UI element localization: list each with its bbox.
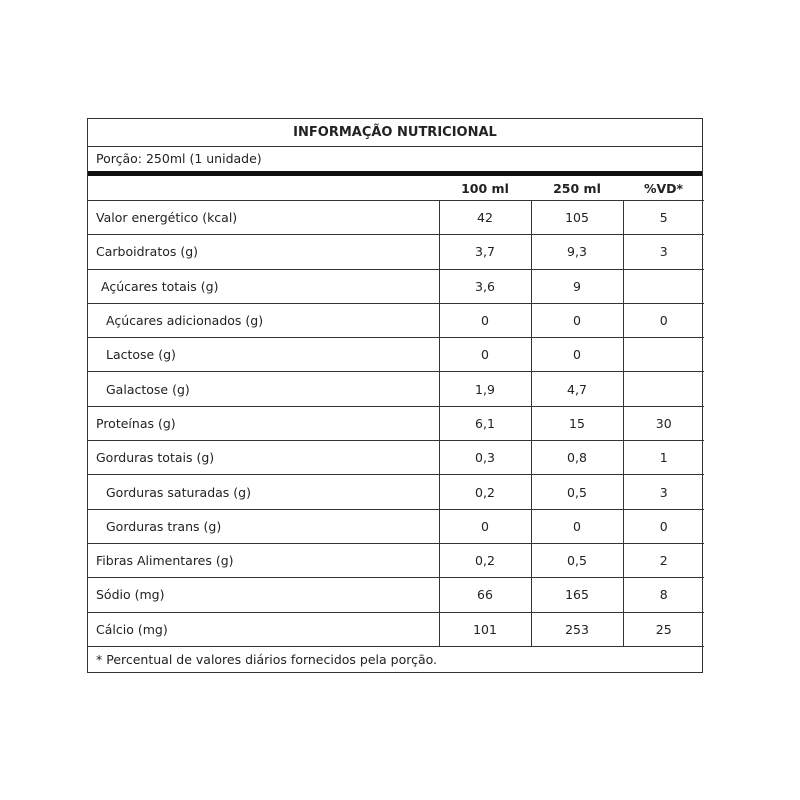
value-per-100ml: 0 [439,338,531,372]
header-per-100ml: 100 ml [439,176,531,201]
value-per-100ml: 101 [439,612,531,646]
table-row [88,475,704,509]
nutrient-name: Lactose (g) [88,338,439,372]
value-daily-percent: 8 [623,578,704,612]
value-daily-percent: 3 [623,475,704,509]
table-row [88,578,704,612]
value-per-100ml: 3,6 [439,269,531,303]
value-per-100ml: 0,2 [439,475,531,509]
value-per-250ml: 0,5 [531,543,623,577]
value-per-250ml: 165 [531,578,623,612]
table-row [88,235,704,269]
value-per-250ml: 0,5 [531,475,623,509]
value-daily-percent: 3 [623,235,704,269]
value-daily-percent: 0 [623,303,704,337]
table-row [88,269,704,303]
value-per-250ml: 15 [531,406,623,440]
nutrition-facts-table [87,118,703,673]
nutrient-name: Gorduras saturadas (g) [88,475,439,509]
value-per-250ml: 253 [531,612,623,646]
value-per-250ml: 0 [531,338,623,372]
value-per-100ml: 66 [439,578,531,612]
value-per-100ml: 42 [439,201,531,235]
value-per-100ml: 0 [439,303,531,337]
table-row [88,509,704,543]
value-per-100ml: 0,3 [439,441,531,475]
value-daily-percent: 25 [623,612,704,646]
table-row [88,543,704,577]
nutrient-name: Galactose (g) [88,372,439,406]
value-per-100ml: 0,2 [439,543,531,577]
table-row [88,372,704,406]
nutrient-name: Gorduras totais (g) [88,441,439,475]
value-per-250ml: 4,7 [531,372,623,406]
value-per-100ml: 0 [439,509,531,543]
nutrient-name: Valor energético (kcal) [88,201,439,235]
nutrient-name: Carboidratos (g) [88,235,439,269]
value-per-100ml: 3,7 [439,235,531,269]
value-per-250ml: 0 [531,303,623,337]
nutrient-grid [88,176,704,647]
nutrient-name: Sódio (mg) [88,578,439,612]
nutrient-name: Cálcio (mg) [88,612,439,646]
table-row [88,612,704,646]
value-daily-percent [623,269,704,303]
nutrient-name: Fibras Alimentares (g) [88,543,439,577]
footnote: * Percentual de valores diários fornecidos pela porção. [96,651,438,667]
table-row [88,201,704,235]
portion-size: Porção: 250ml (1 unidade) [88,147,702,176]
nutrient-name: Gorduras trans (g) [88,509,439,543]
value-per-250ml: 9 [531,269,623,303]
value-per-100ml: 6,1 [439,406,531,440]
value-daily-percent [623,338,704,372]
nutrient-name: Açúcares adicionados (g) [88,303,439,337]
value-daily-percent: 1 [623,441,704,475]
nutrient-name: Proteínas (g) [88,406,439,440]
table-row [88,406,704,440]
header-daily-value: %VD* [623,176,704,201]
value-per-250ml: 105 [531,201,623,235]
value-daily-percent: 5 [623,201,704,235]
header-per-250ml: 250 ml [531,176,623,201]
table-row [88,303,704,337]
value-per-250ml: 0 [531,509,623,543]
table-row [88,441,704,475]
nutrient-name: Açúcares totais (g) [88,269,439,303]
value-per-250ml: 9,3 [531,235,623,269]
value-per-100ml: 1,9 [439,372,531,406]
value-daily-percent: 30 [623,406,704,440]
value-daily-percent: 2 [623,543,704,577]
table-title: INFORMAÇÃO NUTRICIONAL [88,119,702,147]
value-daily-percent: 0 [623,509,704,543]
header-nutrient [88,176,439,201]
table-row [88,338,704,372]
value-per-250ml: 0,8 [531,441,623,475]
header-row [88,176,704,201]
value-daily-percent [623,372,704,406]
